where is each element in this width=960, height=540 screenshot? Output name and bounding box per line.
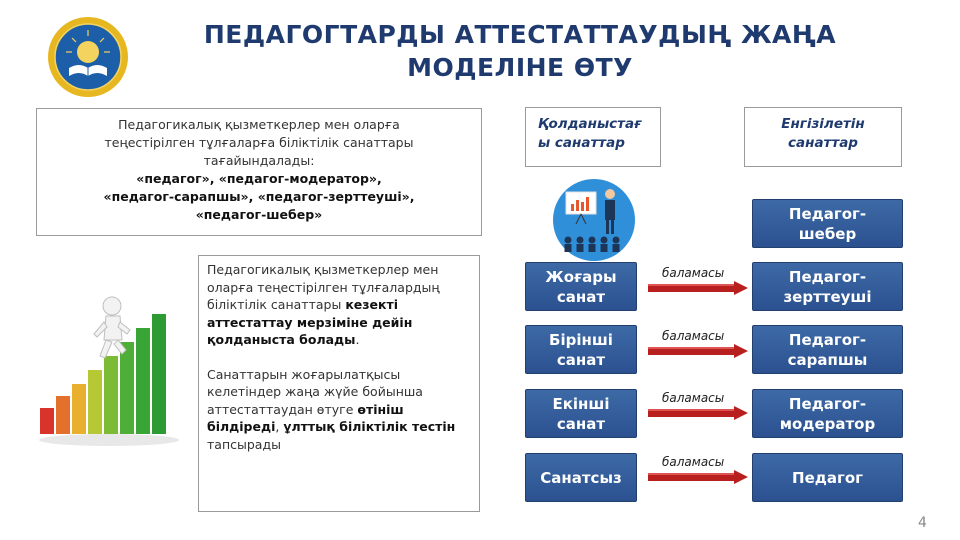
new-category-teacher-expert: [752, 325, 903, 374]
category-label: санат: [556, 287, 606, 306]
current-category-none: [525, 453, 637, 502]
info-line: теңестірілген тұлғаларға біліктілік санаттары: [104, 135, 414, 150]
category-label: шебер: [798, 224, 857, 243]
page-number: 4: [918, 515, 927, 531]
new-categories-header: [744, 107, 902, 167]
text-normal: .: [355, 332, 360, 347]
info-line: тағайындалады:: [203, 153, 315, 168]
category-label: Бірінші: [549, 330, 613, 349]
category-label: Педагог-: [788, 204, 867, 223]
category-label: санат: [556, 350, 606, 369]
text-normal: Педагогикалық қызметкерлер мен оларға теңестірілген тұлғалардың біліктілік санаттары: [207, 262, 440, 312]
text-normal: Санаттарын жоғарылатқысы келетіндер жаңа жүйе бойынша аттестаттаудан өтуге: [207, 366, 423, 417]
growth-stairs-figure-icon: [34, 290, 184, 460]
category-label: Педагог-: [788, 394, 867, 413]
equivalence-arrow-icon: [648, 281, 748, 295]
text-bold: кезекті аттестаттау мерзіміне дейін қолданыста болады: [207, 297, 413, 347]
title-line-2: МОДЕЛІНЕ ӨТУ: [407, 53, 633, 82]
ministry-emblem-icon: [47, 16, 129, 98]
header-line: Енгізілетін: [781, 116, 865, 132]
category-label: модератор: [779, 414, 876, 433]
equivalence-arrow-icon: [648, 406, 748, 420]
title-line-1: ПЕДАГОГТАРДЫ АТТЕСТАТТАУДЫҢ ЖАҢА: [203, 20, 837, 49]
info-line: «педагог-шебер»: [195, 207, 323, 222]
header-line: ы санаттар: [538, 135, 625, 151]
category-label: Педагог-: [788, 267, 867, 286]
category-label: санат: [556, 414, 606, 433]
category-label: Жоғары: [545, 267, 617, 286]
info-box-transition: [198, 255, 480, 512]
category-label: Екінші: [552, 394, 610, 413]
text-bold: ұлттық біліктілік тестін: [283, 419, 456, 434]
category-label: Санатсыз: [540, 468, 622, 487]
text-bold: өтініш білдіреді: [207, 401, 404, 434]
category-label: Педагог-: [788, 330, 867, 349]
presenter-board-icon: [552, 178, 636, 262]
category-label: Педагог: [792, 468, 863, 487]
info-line: «педагог», «педагог-модератор»,: [136, 171, 382, 186]
new-category-teacher-master: [752, 199, 903, 248]
arrow-label: баламасы: [662, 455, 725, 469]
equivalence-arrow-icon: [648, 344, 748, 358]
info-paragraph-2: [207, 366, 471, 454]
current-categories-header: [525, 107, 661, 167]
category-label: сарапшы: [787, 350, 868, 369]
arrow-label: баламасы: [662, 391, 725, 405]
header-line: Қолданыстағ: [538, 116, 642, 132]
info-line: Педагогикалық қызметкерлер мен оларға: [118, 117, 400, 132]
text-normal: ,: [275, 419, 284, 434]
new-category-teacher-researcher: [752, 262, 903, 311]
page-title: [150, 18, 890, 84]
current-category-highest: [525, 262, 637, 311]
current-category-first: [525, 325, 637, 374]
category-label: зерттеуші: [783, 287, 872, 306]
new-category-teacher-moderator: [752, 389, 903, 438]
equivalence-arrow-icon: [648, 470, 748, 484]
new-category-teacher: [752, 453, 903, 502]
text-normal: тапсырады: [207, 436, 281, 452]
info-box-categories: [36, 108, 482, 236]
current-category-second: [525, 389, 637, 438]
info-paragraph-1: [207, 261, 471, 349]
arrow-label: баламасы: [662, 266, 725, 280]
header-line: санаттар: [788, 135, 858, 151]
info-line: «педагог-сарапшы», «педагог-зерттеуші»,: [103, 189, 415, 204]
arrow-label: баламасы: [662, 329, 725, 343]
